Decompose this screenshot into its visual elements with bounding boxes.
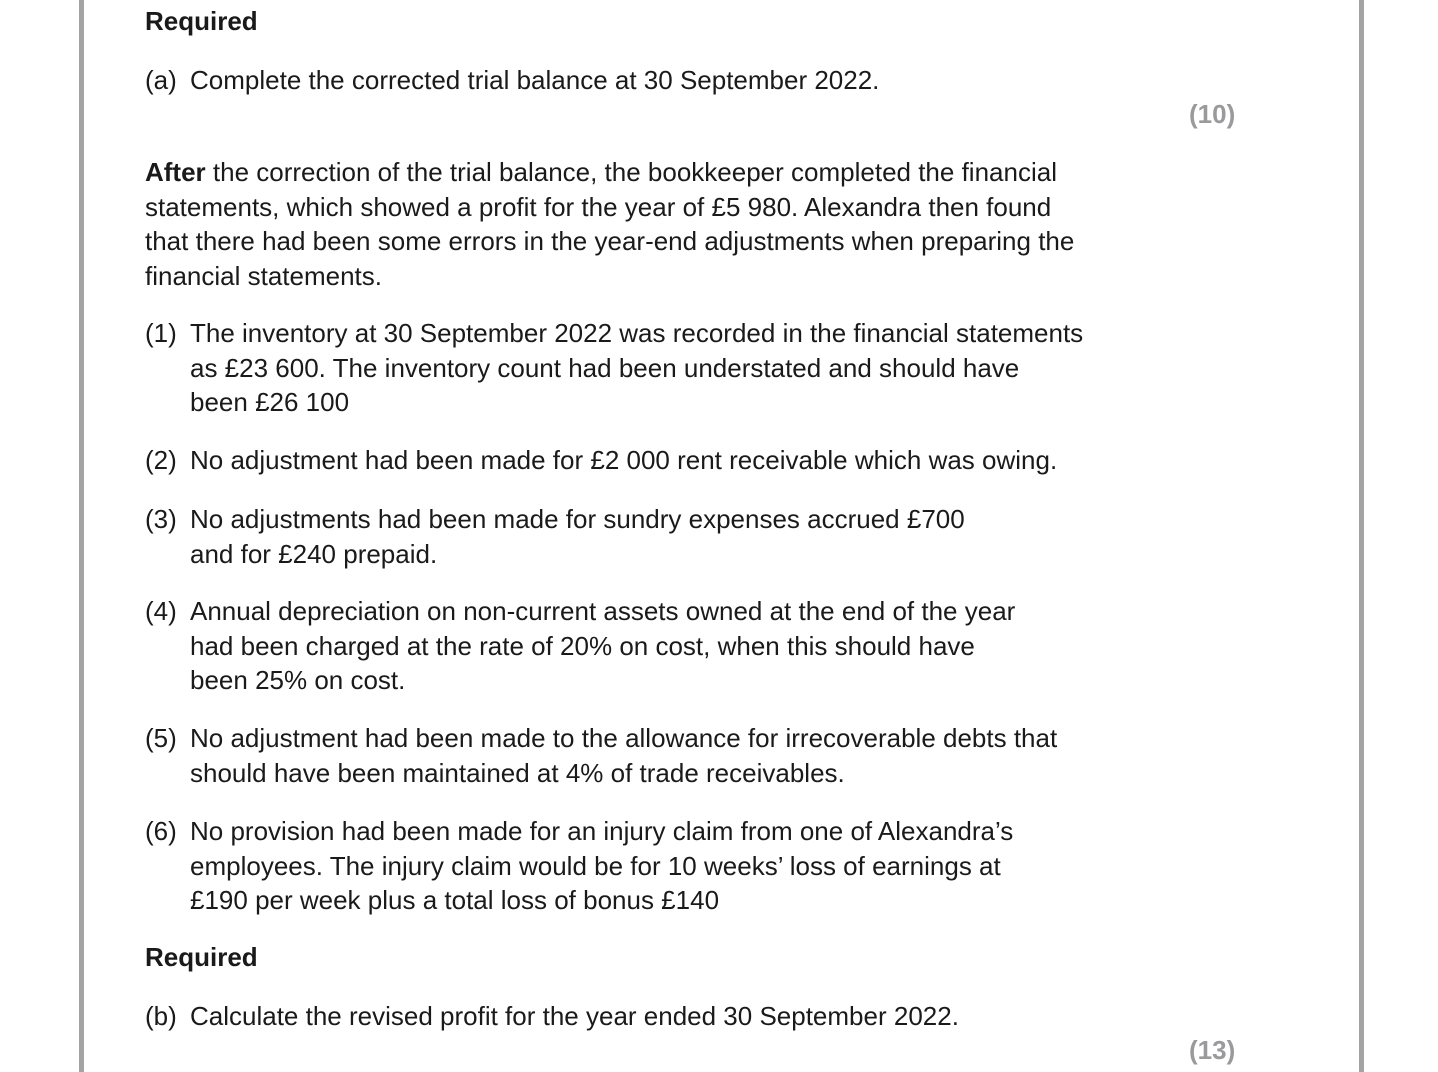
- error-line: No adjustments had been made for sundry expenses accrued £700: [190, 504, 965, 534]
- error-line: Annual depreciation on non-current assets owned at the end of the year: [190, 596, 1016, 626]
- part-a-text: Complete the corrected trial balance at 30 September 2022.: [190, 65, 880, 95]
- error-line: been 25% on cost.: [190, 665, 406, 695]
- intro-paragraph: [145, 155, 1145, 293]
- error-line: and for £240 prepaid.: [190, 538, 438, 569]
- error-label: (3): [145, 504, 177, 534]
- intro-line: financial statements.: [145, 260, 383, 291]
- intro-bold-lead: After: [145, 157, 206, 187]
- part-b-marks: (13): [1189, 1035, 1236, 1065]
- required-heading-a: Required: [145, 6, 258, 36]
- error-line: should have been maintained at 4% of trade receivables.: [190, 757, 845, 788]
- error-label: (4): [145, 596, 177, 626]
- page-border-left: [79, 0, 84, 1072]
- error-label: (2): [145, 445, 177, 475]
- error-line: No adjustment had been made to the allowance for irrecoverable debts that: [190, 723, 1058, 753]
- error-line: No adjustment had been made for £2 000 rent receivable which was owing.: [190, 445, 1058, 475]
- error-line: had been charged at the rate of 20% on cost, when this should have: [190, 630, 975, 661]
- intro-line: the correction of the trial balance, the bookkeeper completed the financial: [205, 157, 1057, 187]
- error-label: (6): [145, 816, 177, 846]
- intro-line: statements, which showed a profit for the year of £5 980. Alexandra then found: [145, 191, 1052, 222]
- intro-line: that there had been some errors in the year-end adjustments when preparing the: [145, 226, 1075, 256]
- error-line: as £23 600. The inventory count had been understated and should have: [190, 352, 1020, 383]
- required-heading-b: Required: [145, 942, 258, 972]
- error-line: employees. The injury claim would be for 10 weeks’ loss of earnings at: [190, 850, 1001, 881]
- error-line: £190 per week plus a total loss of bonus £140: [190, 885, 720, 915]
- error-line: The inventory at 30 September 2022 was recorded in the financial statements: [190, 318, 1084, 348]
- error-label: (5): [145, 723, 177, 753]
- part-a-marks: (10): [1189, 99, 1236, 129]
- part-b-label: (b): [145, 1001, 177, 1031]
- error-line: been £26 100: [190, 387, 350, 417]
- part-b-text: Calculate the revised profit for the year ended 30 September 2022.: [190, 1001, 959, 1031]
- error-label: (1): [145, 318, 177, 348]
- part-a-label: (a): [145, 65, 177, 95]
- page-border-right: [1359, 0, 1364, 1072]
- error-line: No provision had been made for an injury claim from one of Alexandra’s: [190, 816, 1014, 846]
